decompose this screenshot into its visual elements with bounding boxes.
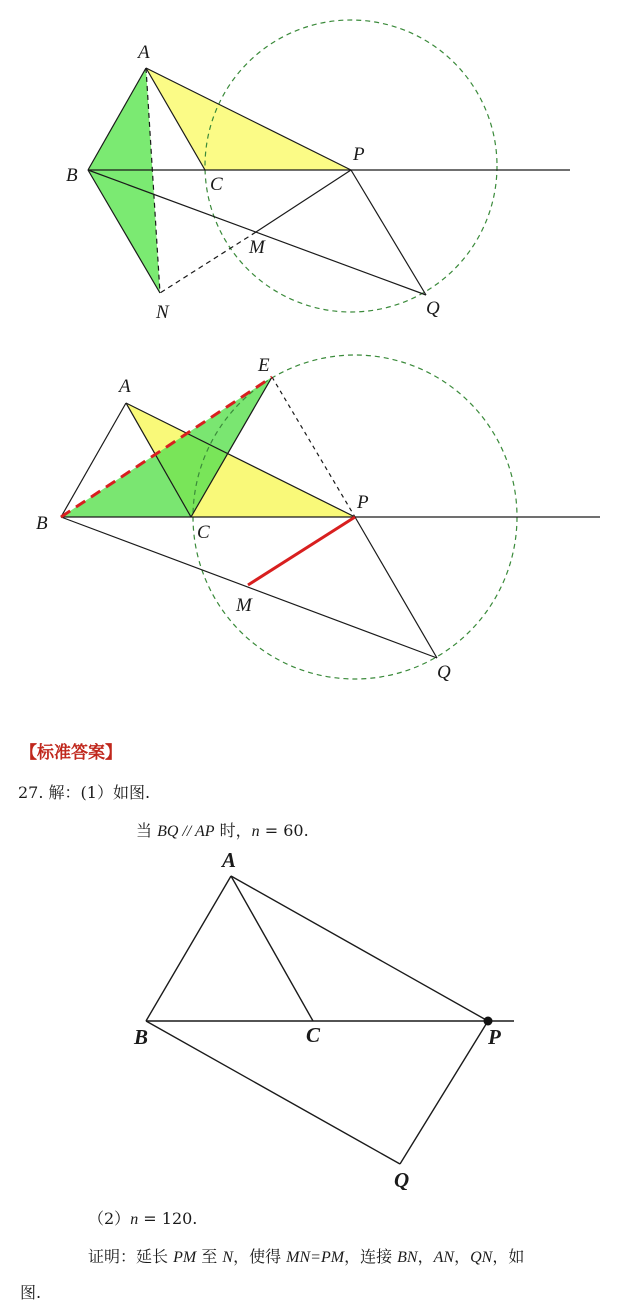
label-b: B xyxy=(134,1025,149,1049)
label-b: B xyxy=(36,513,48,534)
answer-line-2 xyxy=(136,818,309,841)
text-segment: 至 xyxy=(196,1247,223,1266)
label-m: M xyxy=(236,595,252,616)
label-c: C xyxy=(210,174,223,195)
figure-1 xyxy=(0,0,640,330)
answer-heading: 【标准答案】 xyxy=(20,743,122,763)
label-q: Q xyxy=(437,662,451,683)
text-segment: = 120. xyxy=(138,1209,198,1228)
math-mn-eq-pm: MN=PM xyxy=(286,1249,345,1266)
text-segment: ，使得 xyxy=(233,1247,287,1266)
line-pm xyxy=(256,170,351,232)
label-a: A xyxy=(119,376,131,397)
answer-line-5: 图. xyxy=(20,1283,42,1302)
label-n: N xyxy=(156,302,169,323)
label-c: C xyxy=(197,522,210,543)
text-segment: ， xyxy=(417,1247,434,1266)
label-p: P xyxy=(488,1025,501,1049)
text-segment: ，如 xyxy=(492,1247,525,1266)
text-segment: 时， xyxy=(214,821,252,840)
label-p: P xyxy=(353,144,365,165)
line-ac xyxy=(231,876,313,1021)
text-segment: = 60. xyxy=(259,821,309,840)
math-pm: PM xyxy=(173,1249,197,1266)
figure-3 xyxy=(0,845,640,1190)
label-e: E xyxy=(258,355,270,376)
math-an: AN xyxy=(433,1249,455,1266)
text-segment: ， xyxy=(454,1247,471,1266)
answer-line-1 xyxy=(18,780,150,803)
text-segment: 当 xyxy=(136,821,158,840)
text-segment: ，连接 xyxy=(344,1247,398,1266)
problem-number: 27. xyxy=(18,783,44,802)
text-segment: （2） xyxy=(88,1209,131,1228)
math-n: N xyxy=(222,1249,234,1266)
label-a: A xyxy=(138,42,150,63)
label-b: B xyxy=(66,165,78,186)
label-a: A xyxy=(222,848,237,872)
math-n: n xyxy=(251,823,260,840)
line-ap xyxy=(231,876,488,1021)
math-qn: QN xyxy=(470,1249,493,1266)
line-bq xyxy=(61,517,437,658)
label-p: P xyxy=(357,492,369,513)
math-bn: BN xyxy=(397,1249,418,1266)
line-ab xyxy=(146,876,231,1021)
answer-line-3 xyxy=(88,1206,197,1229)
math-bq-parallel-ap: BQ // AP xyxy=(157,823,215,840)
answer-line-4 xyxy=(88,1244,524,1267)
math-n: n xyxy=(130,1211,139,1228)
figure-2 xyxy=(0,340,640,710)
line-bq xyxy=(146,1021,400,1164)
part-1-text: 解：(1）如图. xyxy=(48,783,151,802)
line-pq xyxy=(355,517,437,658)
label-q: Q xyxy=(426,298,440,319)
line-pq xyxy=(351,170,426,295)
line-pq xyxy=(400,1021,488,1164)
label-q: Q xyxy=(394,1168,410,1190)
label-c: C xyxy=(306,1023,321,1047)
text-segment: 证明：延长 xyxy=(88,1247,174,1266)
red-line-pm xyxy=(248,517,355,585)
label-m: M xyxy=(249,237,265,258)
green-triangle-abn xyxy=(88,68,160,293)
